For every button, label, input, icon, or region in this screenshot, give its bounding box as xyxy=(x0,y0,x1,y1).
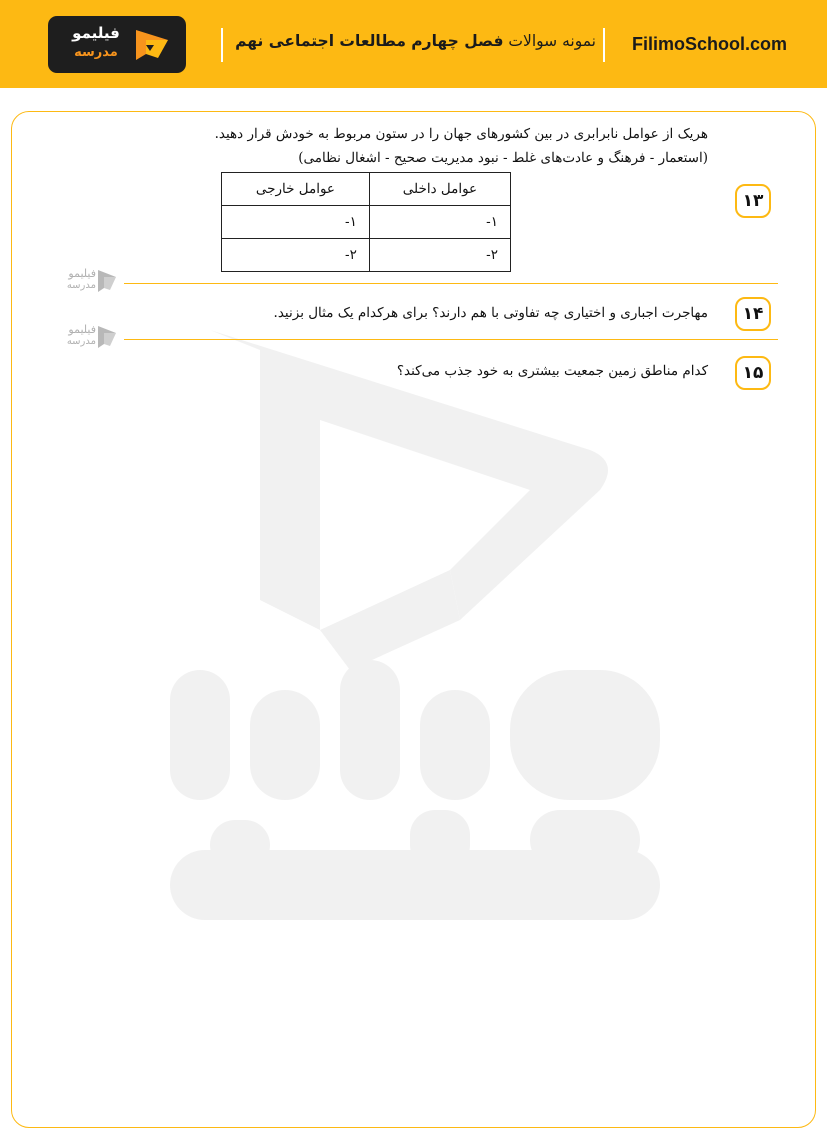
side-logo-line2: مدرسه xyxy=(66,336,96,347)
table-cell[interactable]: ۲- xyxy=(369,239,510,272)
table-header-external: عوامل خارجی xyxy=(222,173,370,206)
question-text: هریک از عوامل نابرابری در بین کشورهای جهان را در ستون مربوط به خودش قرار دهید. xyxy=(214,126,708,142)
play-icon xyxy=(96,268,118,294)
play-icon xyxy=(96,324,118,350)
title-bold: فصل چهارم مطالعات اجتماعی نهم xyxy=(235,32,504,50)
question-number: ۱۵ xyxy=(735,356,771,390)
side-logo-line2: مدرسه xyxy=(66,280,96,291)
question-number: ۱۴ xyxy=(735,297,771,331)
table-header-internal: عوامل داخلی xyxy=(369,173,510,206)
table-row xyxy=(222,239,511,272)
table-row xyxy=(222,206,511,239)
side-logo-line1: فیلیمو xyxy=(68,323,96,336)
table-cell[interactable]: ۲- xyxy=(222,239,370,272)
filimo-madrese-watermark xyxy=(150,330,670,950)
logo-text-madrese: مدرسه xyxy=(74,45,118,60)
page-header xyxy=(0,0,827,88)
play-pencil-icon xyxy=(132,27,172,63)
table-cell[interactable]: ۱- xyxy=(369,206,510,239)
header-divider xyxy=(221,28,223,62)
table-cell[interactable]: ۱- xyxy=(222,206,370,239)
question-divider xyxy=(124,339,778,340)
question-divider xyxy=(124,283,778,284)
logo-text-filimo: فیلیمو xyxy=(72,24,120,42)
question-options: (استعمار - فرهنگ و عادت‌های غلط - نبود مدیریت صحیح - اشغال نظامی) xyxy=(298,150,708,166)
page-title xyxy=(228,32,596,50)
site-name[interactable]: FilimoSchool.com xyxy=(632,34,788,54)
title-prefix: نمونه سوالات xyxy=(508,32,596,50)
filimo-madrese-logo[interactable] xyxy=(48,16,186,73)
question-number: ۱۳ xyxy=(735,184,771,218)
question-text: کدام مناطق زمین جمعیت بیشتری به خود جذب می‌کند؟ xyxy=(396,363,708,379)
factors-table xyxy=(221,172,511,272)
header-divider xyxy=(603,28,605,62)
side-logo-line1: فیلیمو xyxy=(68,267,96,280)
question-text: مهاجرت اجباری و اختیاری چه تفاوتی با هم دارند؟ برای هرکدام یک مثال بزنید. xyxy=(273,305,708,321)
